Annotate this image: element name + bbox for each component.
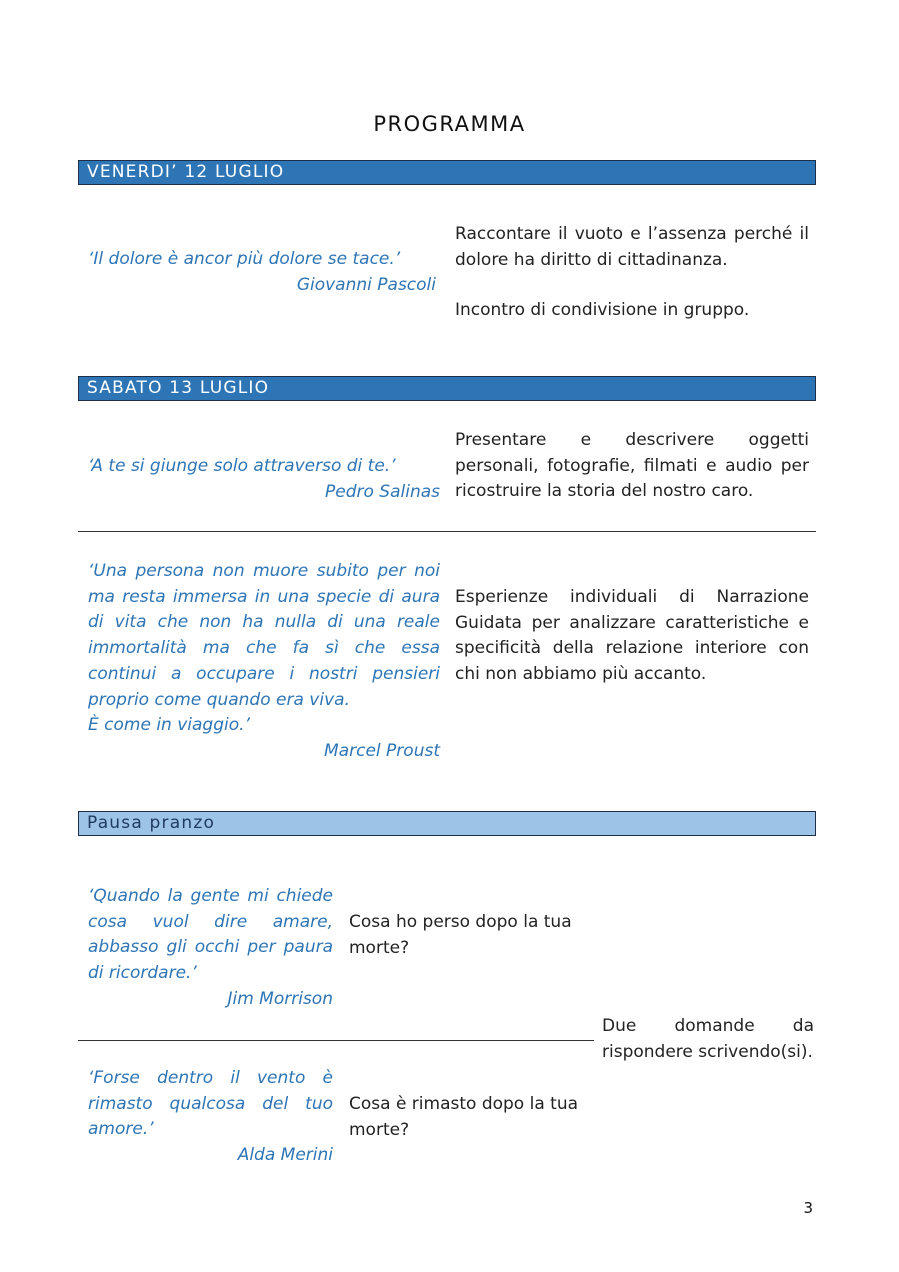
quote-author: Giovanni Pascoli — [296, 274, 436, 295]
activity-description: Esperienze individuali di Narrazione Guidata per analizzare caratteristiche e specificità della relazione interiore con chi non abbiamo più accanto. — [455, 587, 809, 685]
quote-salinas — [88, 454, 440, 505]
quote-text: ‘Quando la gente mi chiede cosa vuol dire amare, abbasso gli occhi per paura di ricordare.’ — [88, 886, 333, 984]
activity-description: Incontro di condivisione in gruppo. — [455, 300, 750, 320]
question-text: Cosa è rimasto dopo la tua morte? — [349, 1094, 579, 1140]
quote-author: Jim Morrison — [227, 988, 333, 1009]
activity-description: Presentare e descrivere oggetti personali, fotografie, filmati e audio per ricostruire la storia del nostro caro. — [455, 430, 809, 502]
day-header-friday: VENERDI’ 12 LUGLIO — [78, 160, 816, 185]
quote-merini — [88, 1066, 333, 1169]
quote-text: ‘Una persona non muore subito per noi ma resta immersa in una specie di aura di vita che non ha nulla di una reale immortalità ma che fa sì che essa continui a occupare i nostri pensieri proprio come quando era viva. — [88, 561, 440, 710]
quote-text-continued: È come in viaggio.’ — [88, 715, 250, 736]
section-divider — [78, 531, 816, 532]
instruction-text: Due domande da rispondere scrivendo(si). — [602, 1016, 814, 1062]
section-divider — [78, 1040, 594, 1041]
quote-author: Pedro Salinas — [325, 481, 440, 502]
quote-text: ‘Il dolore è ancor più dolore se tace.’ — [88, 249, 401, 269]
activity-description: Raccontare il vuoto e l’assenza perché il dolore ha diritto di cittadinanza. — [455, 224, 809, 270]
pause-header: Pausa pranzo — [78, 811, 816, 836]
quote-author: Marcel Proust — [324, 740, 440, 761]
question-text: Cosa ho perso dopo la tua morte? — [349, 912, 572, 958]
page-number: 3 — [803, 1199, 813, 1217]
page-title: PROGRAMMA — [373, 112, 526, 136]
quote-proust — [88, 559, 440, 765]
quote-pascoli — [88, 247, 436, 298]
quote-author: Alda Merini — [237, 1145, 333, 1166]
quote-text: ‘A te si giunge solo attraverso di te.’ — [88, 456, 396, 476]
quote-text: ‘Forse dentro il vento è rimasto qualcosa del tuo amore.’ — [88, 1068, 333, 1140]
quote-morrison — [88, 884, 333, 1013]
day-header-saturday: SABATO 13 LUGLIO — [78, 376, 816, 401]
